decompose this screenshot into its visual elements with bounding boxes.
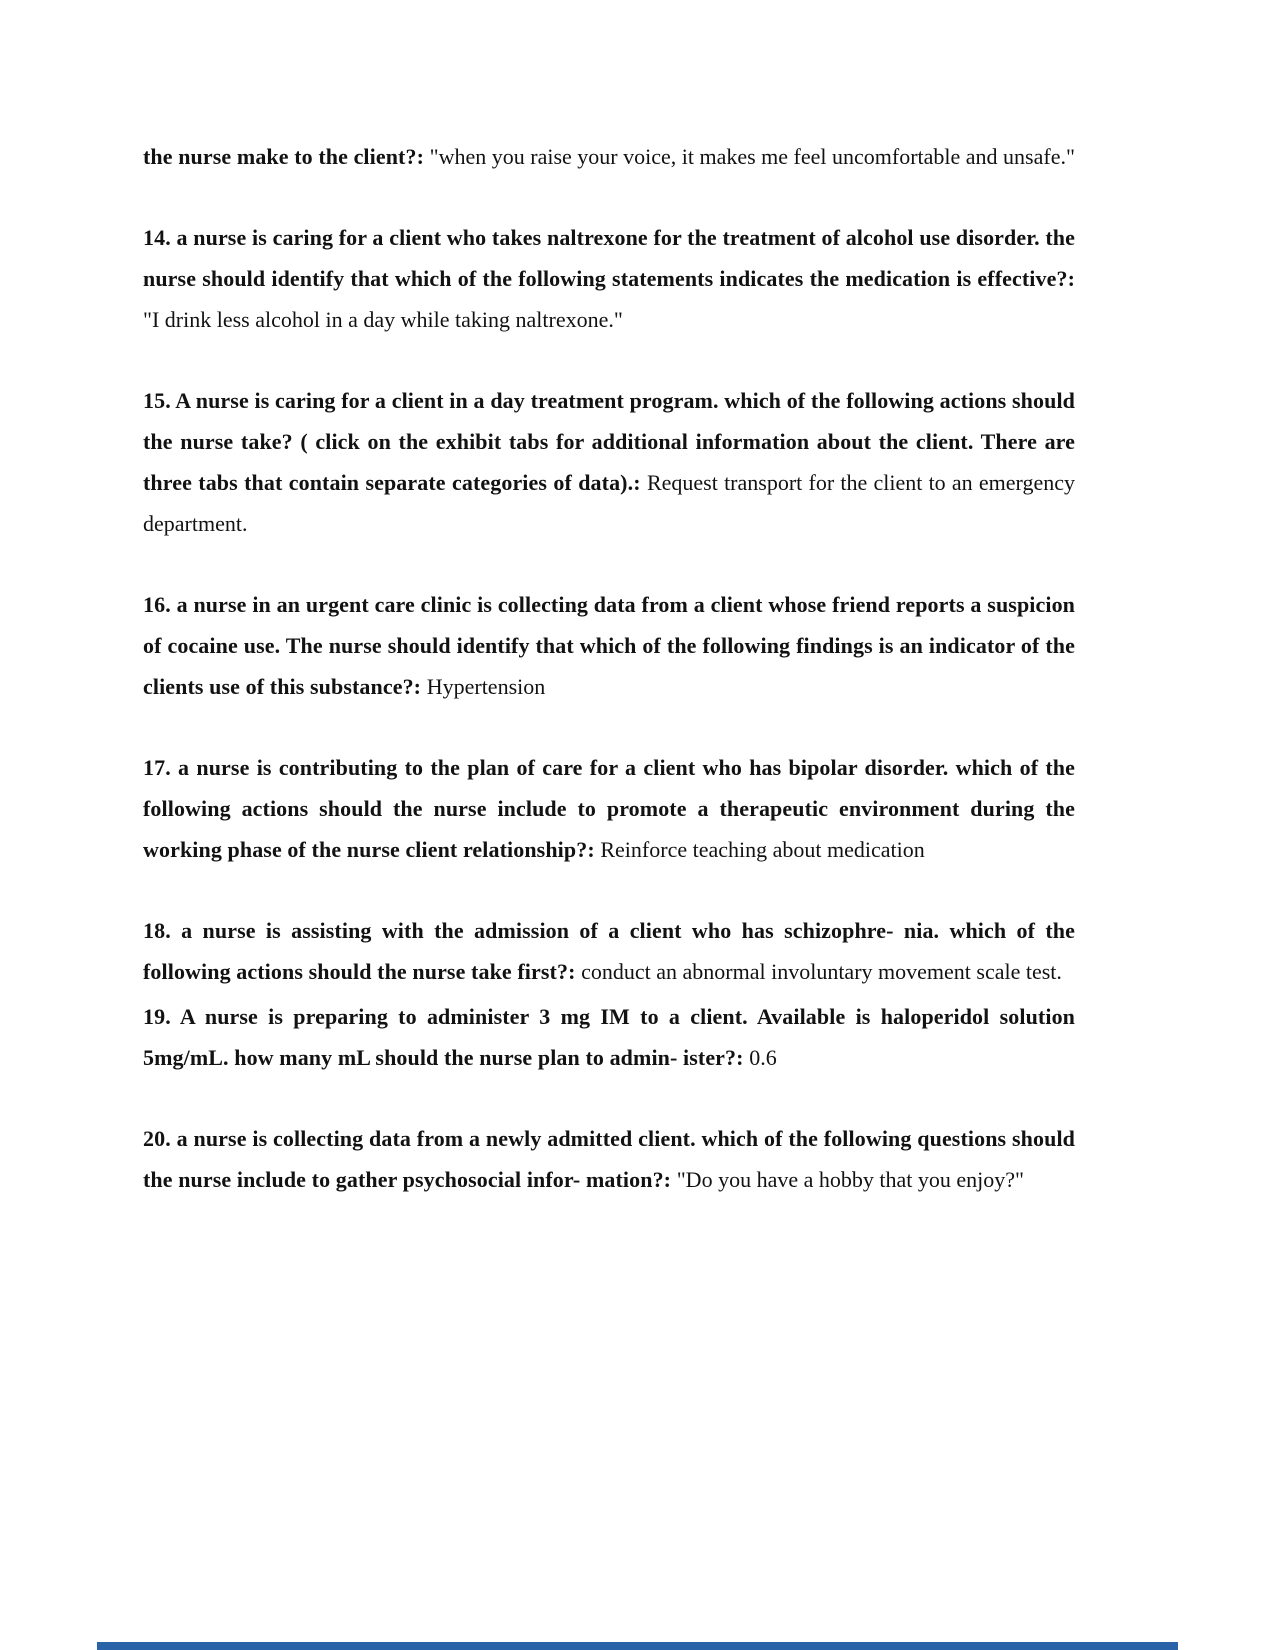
document-body [143,136,1075,1240]
answer-text: "when you raise your voice, it makes me feel uncomfortable and unsafe." [429,144,1075,169]
answer-text: Hypertension [426,674,546,699]
qa-item-18 [143,910,1075,992]
question-text: 17. a nurse is contributing to the plan of care for a client who has bipolar disorder. which of the following actions should the nurse include to promote a therapeutic environment during the working phase of the nurse client relationship?: [143,755,1075,862]
answer-text: "Do you have a hobby that you enjoy?" [676,1167,1024,1192]
qa-item-16 [143,584,1075,707]
question-text: 20. a nurse is collecting data from a newly admitted client. which of the following questions should the nurse include to gather psychosocial infor- mation?: [143,1126,1075,1192]
question-text: 14. a nurse is caring for a client who takes naltrexone for the treatment of alcohol use disorder. the nurse should identify that which of the following statements indicates the medication is effective?: [143,225,1075,291]
qa-item-20 [143,1118,1075,1200]
qa-item-17 [143,747,1075,870]
qa-item-15 [143,380,1075,544]
answer-text: Reinforce teaching about medication [600,837,925,862]
qa-item-continuation [143,136,1075,177]
question-text: the nurse make to the client?: [143,144,430,169]
answer-text: Request transport for the client to an emergency department. [143,470,1075,536]
qa-item-14 [143,217,1075,340]
question-text: 16. a nurse in an urgent care clinic is collecting data from a client whose friend reports a suspicion of cocaine use. The nurse should identify that which of the following findings is an indicator of the clients use of this substance?: [143,592,1075,699]
question-text: 15. A nurse is caring for a client in a day treatment program. which of the following actions should the nurse take? ( click on the exhibit tabs for additional information about the client. There are three tabs that contain separate categories of data).: [143,388,1075,495]
question-text: 19. A nurse is preparing to administer 3 mg IM to a client. Available is haloperidol solution 5mg/mL. how many mL should the nurse plan to admin- ister?: [143,1004,1075,1070]
qa-item-19 [143,996,1075,1078]
answer-text: conduct an abnormal involuntary movement scale test. [581,959,1062,984]
footer-rule [97,1642,1178,1650]
answer-text: 0.6 [749,1045,777,1070]
answer-text: "I drink less alcohol in a day while taking naltrexone." [143,307,623,332]
question-text: 18. a nurse is assisting with the admission of a client who has schizophre- nia. which of the following actions should the nurse take first?: [143,918,1075,984]
